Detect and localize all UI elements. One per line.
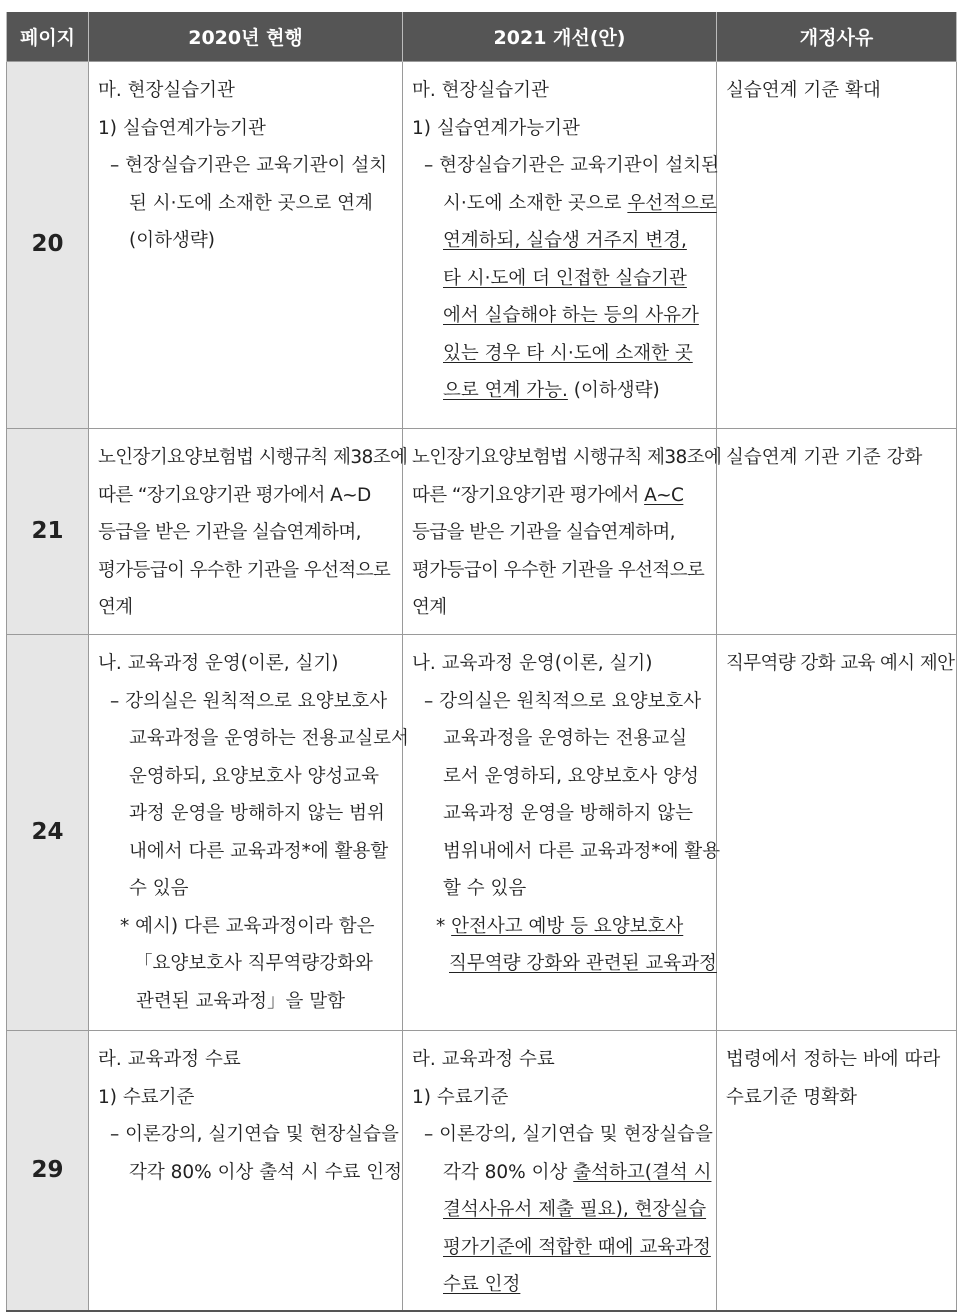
changed-text: 타 시·도에 더 인접한 실습기관 [443,267,687,289]
table-row [7,429,957,635]
reason-line: 직무역량 강화 교육 예시 제안 [726,653,955,674]
text-line: 평가등급이 우수한 기관을 우선적으로 [98,559,391,581]
text-line: 운영하되, 요양보호사 양성교육 [129,765,379,787]
header-reason: 개정사유 [717,12,957,62]
current-text [89,1031,403,1311]
header-page: 페이지 [7,12,89,62]
changed-text: 으로 연계 가능. [443,380,568,401]
text-line: – 강의실은 원칙적으로 요양보호사 [424,690,702,712]
proposed-text [403,429,722,635]
text-line: 수 있음 [129,878,189,899]
text-line: 나. 교육과정 운영(이론, 실기) [98,653,339,674]
changed-text: 직무역량 강화와 관련된 교육과정 [449,953,717,974]
changed-text: 에서 실습해야 하는 등의 사유가 [443,305,699,326]
text-line: 로서 운영하되, 요양보호사 양성 [443,765,699,787]
text-line: 된 시·도에 소재한 곳으로 연계 [129,192,373,214]
page-number: 24 [7,635,89,1031]
text-line: 교육과정 운영을 방해하지 않는 [443,803,693,824]
table-row [7,62,957,429]
header-proposed-2021: 2021 개선(안) [403,12,717,62]
text-line: 평가등급이 우수한 기관을 우선적으로 [412,559,705,581]
text-line: 내에서 다른 교육과정*에 활용할 [129,840,389,862]
text-line: 라. 교육과정 수료 [412,1049,555,1070]
page-number: 20 [7,62,89,429]
changed-text: 평가기준에 적합한 때에 교육과정 [443,1236,711,1258]
text-line: 연계 [98,597,133,618]
table-row [7,1031,957,1311]
page-number: 29 [7,1031,89,1311]
text-segment: 시·도에 소재한 곳으로 [443,192,628,214]
reason-text [717,635,957,1031]
text-line [412,908,709,946]
text-line: 노인장기요양보험법 시행규칙 제38조에 [98,447,408,468]
text-line [412,1154,712,1192]
text-segment: 따른 “장기요양기관 평가에서 [412,484,645,506]
text-line: 노인장기요양보험법 시행규칙 제38조에 [412,447,722,468]
table-row [7,635,957,1031]
revision-comparison-table [6,12,957,1312]
text-line: 과정 운영을 방해하지 않는 범위 [129,803,385,824]
text-line: 등급을 받은 기관을 실습연계하며, [412,522,675,543]
changed-text: 안전사고 예방 등 요양보호사 [451,915,684,937]
changed-text: 연계하되, 실습생 거주지 변경, [443,230,687,251]
changed-text: 있는 경우 타 시·도에 소재한 곳 [443,342,693,364]
text-line: 1) 실습연계가능기관 [98,117,266,139]
text-segment: 각각 80% 이상 [443,1161,574,1183]
text-line: 관련된 교육과정」을 말함 [136,990,345,1012]
text-line [412,185,717,223]
text-line: 각각 80% 이상 출석 시 수료 인정 [129,1161,402,1183]
text-line: 라. 교육과정 수료 [98,1049,241,1070]
text-line: * 예시) 다른 교육과정이라 함은 [120,915,375,937]
current-text [89,62,403,429]
text-line: 교육과정을 운영하는 전용교실 [443,728,688,749]
proposed-text [403,1031,717,1311]
header-current-2020: 2020년 현행 [89,12,403,62]
text-line: 범위내에서 다른 교육과정*에 활용 [443,840,721,862]
current-text [89,635,409,1031]
text-line: 등급을 받은 기관을 실습연계하며, [98,522,361,543]
proposed-text [403,635,721,1031]
text-segment: (이하생략) [567,380,660,401]
text-segment: * [436,915,452,937]
reason-line: 법령에서 정하는 바에 따라 [726,1049,941,1070]
header-row [7,12,957,62]
text-line: 할 수 있음 [443,878,527,899]
text-line: – 현장실습기관은 교육기관이 설치된 [424,155,719,176]
text-line: 마. 현장실습기관 [98,80,235,101]
proposed-text [403,62,717,429]
text-line: 마. 현장실습기관 [412,80,549,101]
text-line: 나. 교육과정 운영(이론, 실기) [412,653,653,674]
text-line: – 이론강의, 실기연습 및 현장실습을 [110,1124,399,1145]
text-line: 따른 “장기요양기관 평가에서 A~D [98,484,371,506]
text-line: – 이론강의, 실기연습 및 현장실습을 [424,1124,713,1145]
reason-text [717,1031,957,1311]
page-number: 21 [7,429,89,635]
text-line: 「요양보호사 직무역량강화와 [134,953,373,974]
text-line: 1) 수료기준 [412,1086,509,1108]
reason-text [717,62,957,429]
text-line: 1) 수료기준 [98,1086,195,1108]
text-line [412,477,709,515]
reason-text [717,429,957,635]
reason-line: 실습연계 기준 확대 [726,80,881,101]
changed-text: 우선적으로 [627,192,717,214]
text-line: – 강의실은 원칙적으로 요양보호사 [110,690,388,712]
text-line: (이하생략) [129,230,215,251]
text-line: 1) 실습연계가능기관 [412,117,580,139]
text-line: – 현장실습기관은 교육기관이 설치 [110,155,388,176]
current-text [89,429,408,635]
changed-text: 출석하고(결석 시 [573,1161,712,1183]
changed-text: 결석사유서 제출 필요), 현장실습 [443,1199,707,1220]
reason-line: 실습연계 기관 기준 강화 [726,447,923,468]
changed-text: A~C [644,484,684,506]
text-line: 연계 [412,597,447,618]
changed-text: 수료 인정 [443,1274,521,1295]
text-line: 교육과정을 운영하는 전용교실로서 [129,728,409,749]
reason-line: 수료기준 명확화 [726,1086,857,1108]
text-line [412,372,709,410]
